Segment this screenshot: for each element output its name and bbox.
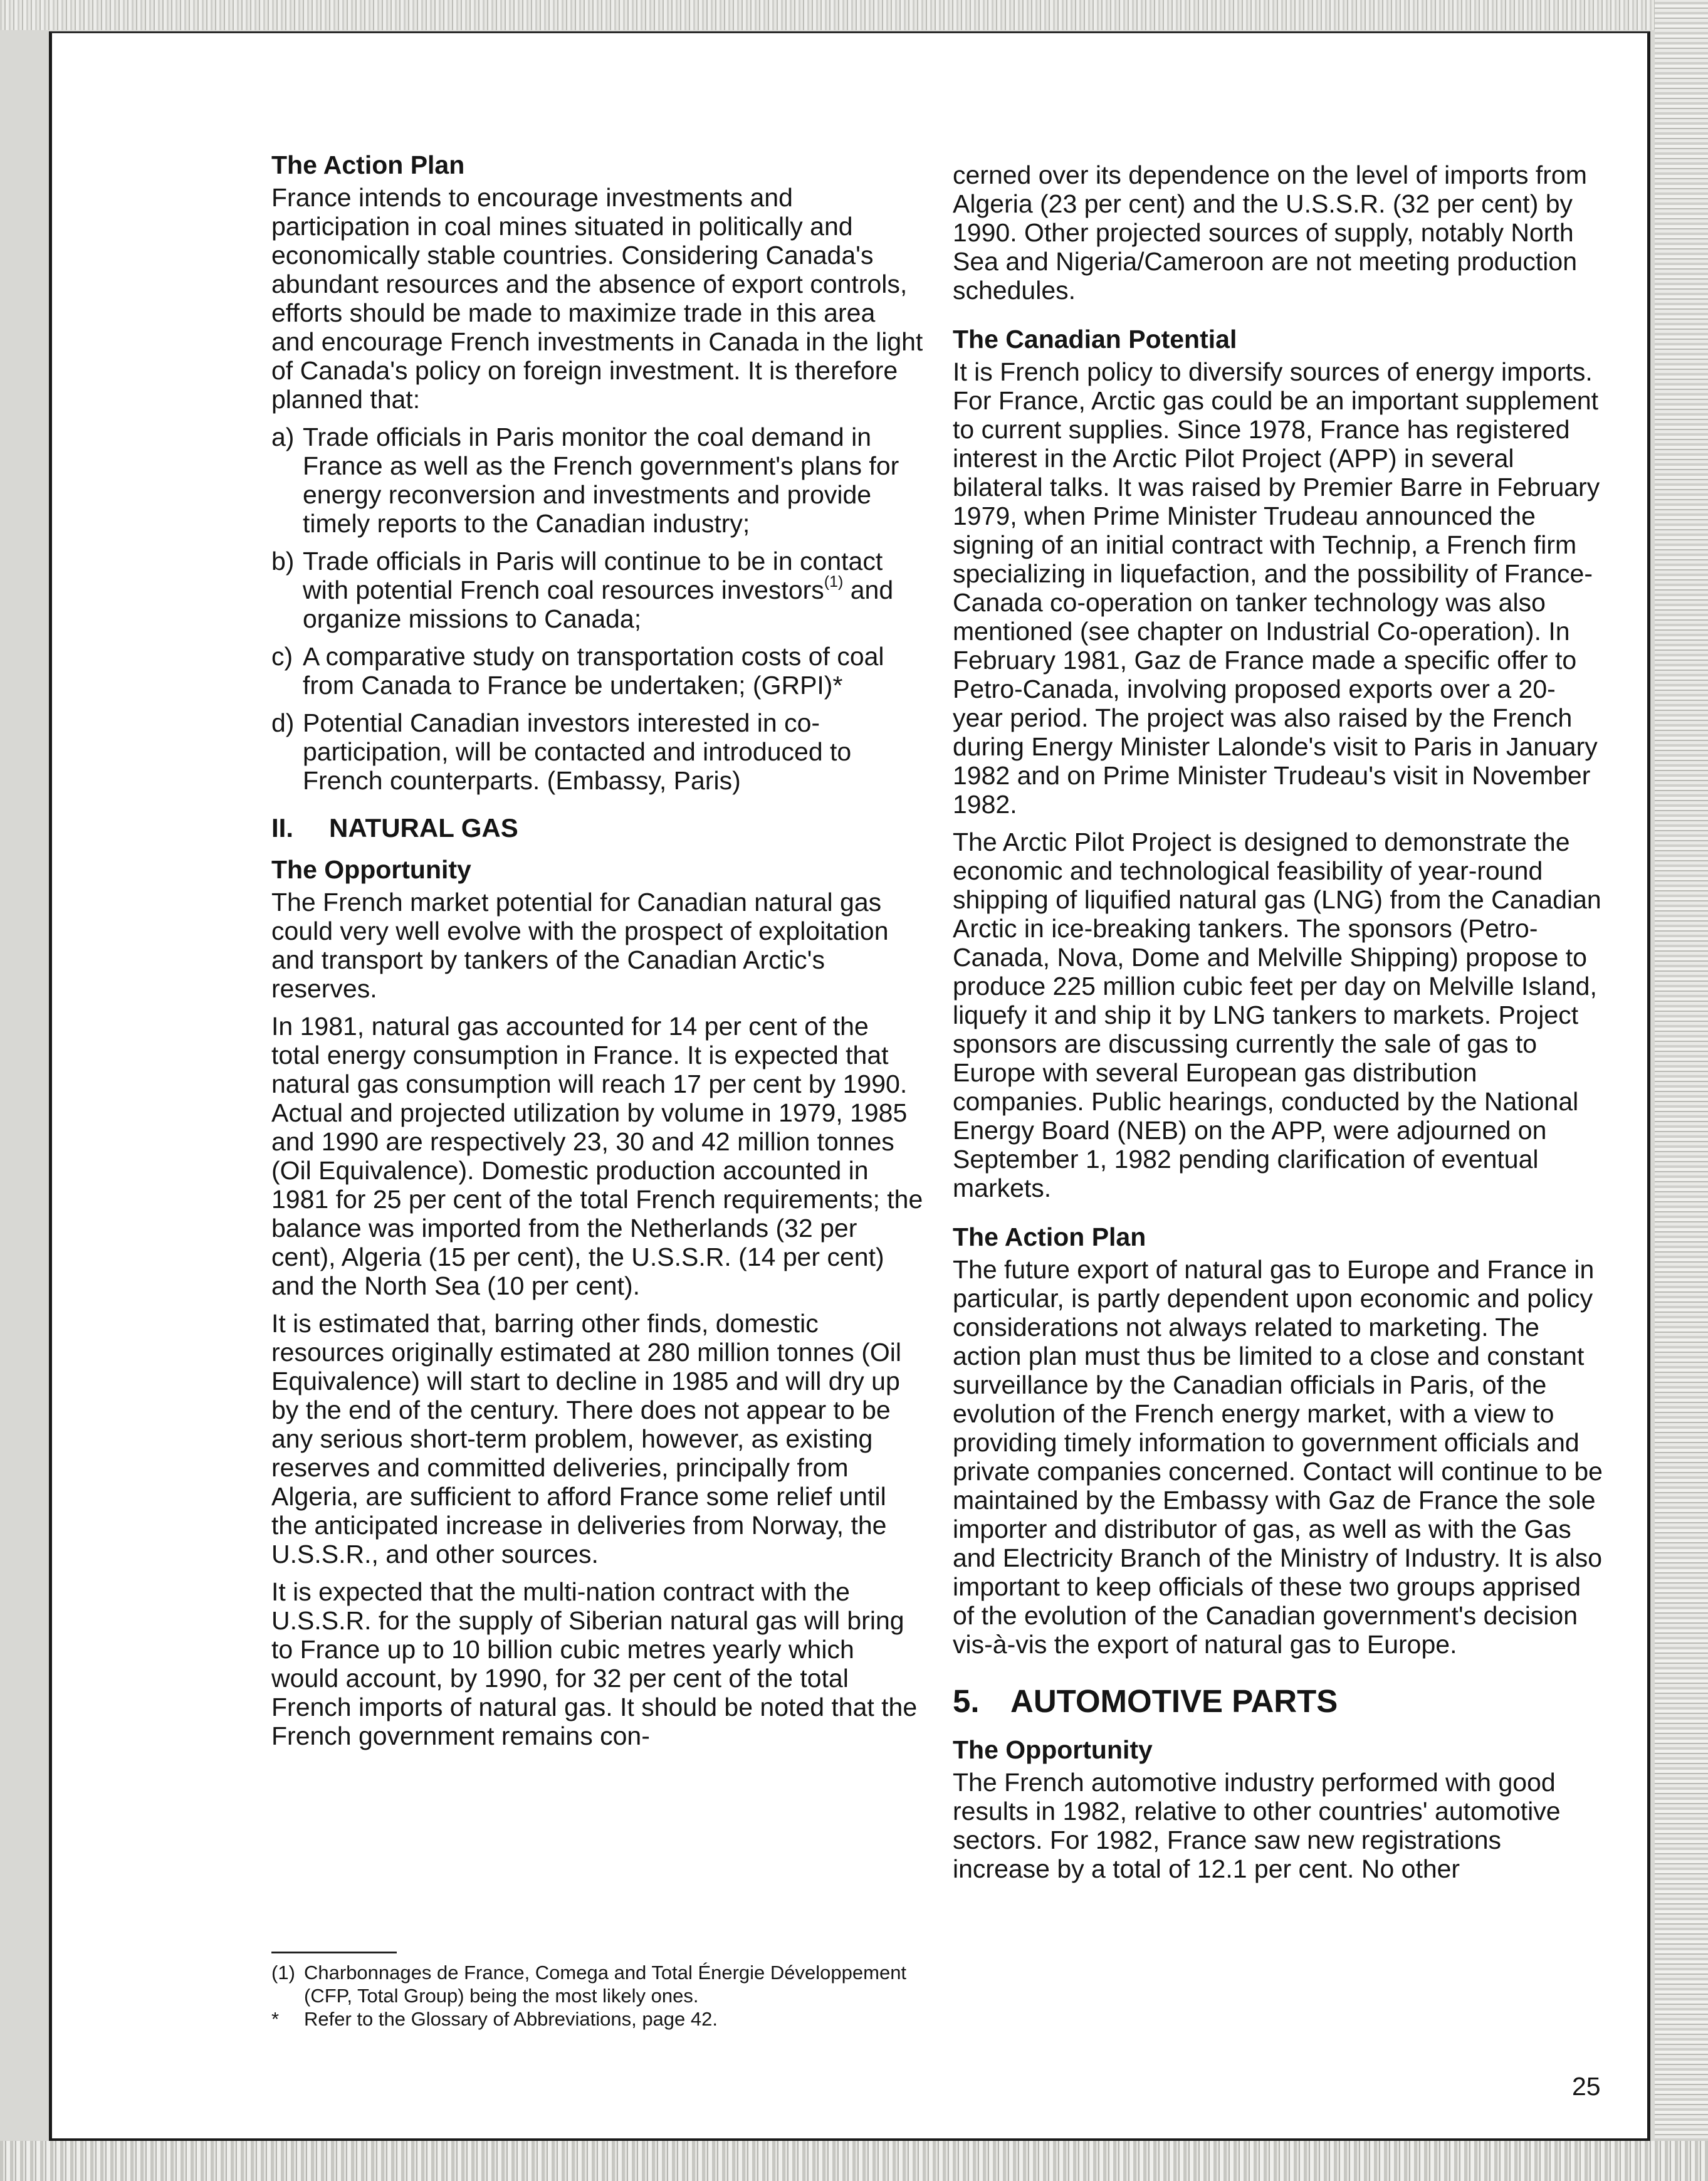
paragraph: In 1981, natural gas accounted for 14 per cent of the total energy consumption in France. It is expected that natural gas consumption will reach 17 per cent by 1990. Actual and projected utilization by volume in 1979, 1985 and 1990 are respectively 23, 30 and 42 million tonnes (Oil Equivalence). Domestic production accounted in 1981 for 25 per cent of the total French requirements; the balance was imported from the Netherlands (32 per cent), Algeria (15 per cent), the U.S.S.R. (14 per cent) and the North Sea (10 per cent). [271, 1012, 923, 1300]
footnote [271, 1961, 923, 2007]
footnote-marker: (1) [271, 1962, 295, 1984]
paragraph: The French automotive industry performed with good results in 1982, relative to other countries' automotive sectors. For 1982, France saw new registrations increase by a total of 12.1 per cent. No other [953, 1768, 1561, 1883]
section-title: NATURAL GAS [329, 813, 518, 843]
list-item-label: b) [271, 547, 295, 575]
section-number: II. [271, 813, 294, 843]
list-item-text: Trade officials in Paris monitor the coal demand in France as well as the French government's plans for energy reconversion and investments and provide timely reports to the Canadian industry; [303, 423, 899, 538]
action-plan-heading: The Action Plan [271, 150, 465, 179]
footnote-rule [271, 1952, 397, 1953]
list-item-label: d) [271, 708, 295, 737]
list-item-text [303, 547, 923, 633]
paragraph: The French market potential for Canadian natural gas could very well evolve with the prospect of exploitation and transport by tankers of the Canadian Arctic's reserves. [271, 888, 889, 1003]
scan-edge-bottom [0, 2141, 1708, 2181]
list-item-label: a) [271, 423, 295, 451]
continuation-paragraph: cerned over its dependence on the level of imports from Algeria (23 per cent) and the U.S.S.R. (32 per cent) by 1990. Other projected sources of supply, notably North Sea and Nigeria/Cameroon are not meeting production schedules. [953, 160, 1587, 305]
footnotes [271, 1952, 923, 2031]
footnote-text: Charbonnages de France, Comega and Total Énergie Développement (CFP, Total Group) being the most likely ones. [304, 1962, 907, 2007]
list-item-label: c) [271, 642, 293, 671]
list-item [271, 708, 923, 795]
list-item-text: A comparative study on transportation costs of coal from Canada to France be undertaken; (GRPI)* [303, 642, 884, 700]
footnote-text: Refer to the Glossary of Abbreviations, page 42. [304, 2008, 718, 2030]
chapter-title: AUTOMOTIVE PARTS [1010, 1683, 1338, 1719]
paragraph: The Arctic Pilot Project is designed to demonstrate the economic and technological feasibility of year-round shipping of liquified natural gas (LNG) from the Canadian Arctic in ice-breaking tankers. The sponsors (Petro-Canada, Nova, Dome and Melville Shipping) propose to produce 225 million cubic feet per day on Melville Island, liquefy it and ship it by LNG tankers to markets. Project sponsors are discussing currently the sale of gas to Europe with several European gas distribution companies. Public hearings, conducted by the National Energy Board (NEB) on the APP, were adjourned on September 1, 1982 pending clarification of eventual markets. [953, 828, 1601, 1202]
footnote-reference: (1) [824, 573, 844, 591]
canadian-potential-heading: The Canadian Potential [953, 325, 1237, 354]
paragraph: It is French policy to diversify sources of energy imports. For France, Arctic gas could be an important supplement to current supplies. Since 1978, France has registered interest in the Arctic Pilot Project (APP) in several bilateral talks. It was raised by Premier Barre in February 1979, when Prime Minister Trudeau announced the signing of an initial contract with Technip, a French firm specializing in liquefaction, and the possibility of France-Canada co-operation on tanker technology was also mentioned (see chapter on Industrial Co-operation). In February 1981, Gaz de France made a specific offer to Petro-Canada, involving proposed exports over a 20-year period. The project was also raised by the French during Energy Minister Lalonde's visit to Paris in January 1982 and on Prime Minister Trudeau's visit in November 1982. [953, 357, 1600, 819]
footnote-marker: * [271, 2008, 280, 2030]
chapter-heading-automotive-parts [953, 1683, 1605, 1720]
list-item-text-after: and organize missions to Canada; [303, 575, 894, 633]
document-page [49, 31, 1650, 2141]
opportunity-heading: The Opportunity [271, 855, 471, 884]
scan-edge-right [1655, 0, 1708, 2181]
list-item-text: Potential Canadian investors interested in co-participation, will be contacted and introduced to French counterparts. (Embassy, Paris) [303, 708, 852, 795]
left-column [271, 149, 923, 1759]
footnote [271, 2007, 923, 2031]
list-item [271, 547, 923, 633]
chapter-number: 5. [953, 1683, 980, 1719]
right-column [953, 160, 1605, 1892]
section-heading-natural-gas [271, 812, 923, 844]
opportunity-heading: The Opportunity [953, 1735, 1153, 1764]
scan-edge-top [0, 0, 1708, 30]
list-item-text-before: Trade officials in Paris will continue to be in contact with potential French coal resources investors [303, 547, 883, 604]
paragraph: The future export of natural gas to Europe and France in particular, is partly dependent upon economic and policy considerations not always related to marketing. The action plan must thus be limited to a close and constant surveillance by the Canadian officials in Paris, of the evolution of the French energy market, with a view to providing timely information to government officials and private companies concerned. Contact will continue to be maintained by the Embassy with Gaz de France the sole importer and distributor of gas, as well as with the Gas and Electricity Branch of the Ministry of Industry. It is also important to keep officials of these two groups apprised of the evolution of the Canadian government's decision vis-à-vis the export of natural gas to Europe. [953, 1255, 1603, 1659]
paragraph: It is expected that the multi-nation contract with the U.S.S.R. for the supply of Siberian natural gas will bring to France up to 10 billion cubic metres yearly which would account, by 1990, for 32 per cent of the total French imports of natural gas. It should be noted that the French government remains con- [271, 1577, 918, 1750]
action-plan-heading: The Action Plan [953, 1222, 1146, 1251]
action-plan-intro: France intends to encourage investments and participation in coal mines situated in politically and economically stable countries. Considering Canada's abundant resources and the absence of export controls, efforts should be made to maximize trade in this area and encourage French investments in Canada in the light of Canada's policy on foreign investment. It is therefore planned that: [271, 183, 923, 414]
page-number: 25 [1572, 2072, 1601, 2101]
list-item [271, 423, 923, 538]
paragraph: It is estimated that, barring other finds, domestic resources originally estimated at 280 million tonnes (Oil Equivalence) will start to decline in 1985 and will dry up by the end of the century. There does not appear to be any serious short-term problem, however, as existing reserves and committed deliveries, principally from Algeria, are sufficient to afford France some relief until the anticipated increase in deliveries from Norway, the U.S.S.R., and other sources. [271, 1309, 901, 1569]
list-item [271, 642, 923, 700]
